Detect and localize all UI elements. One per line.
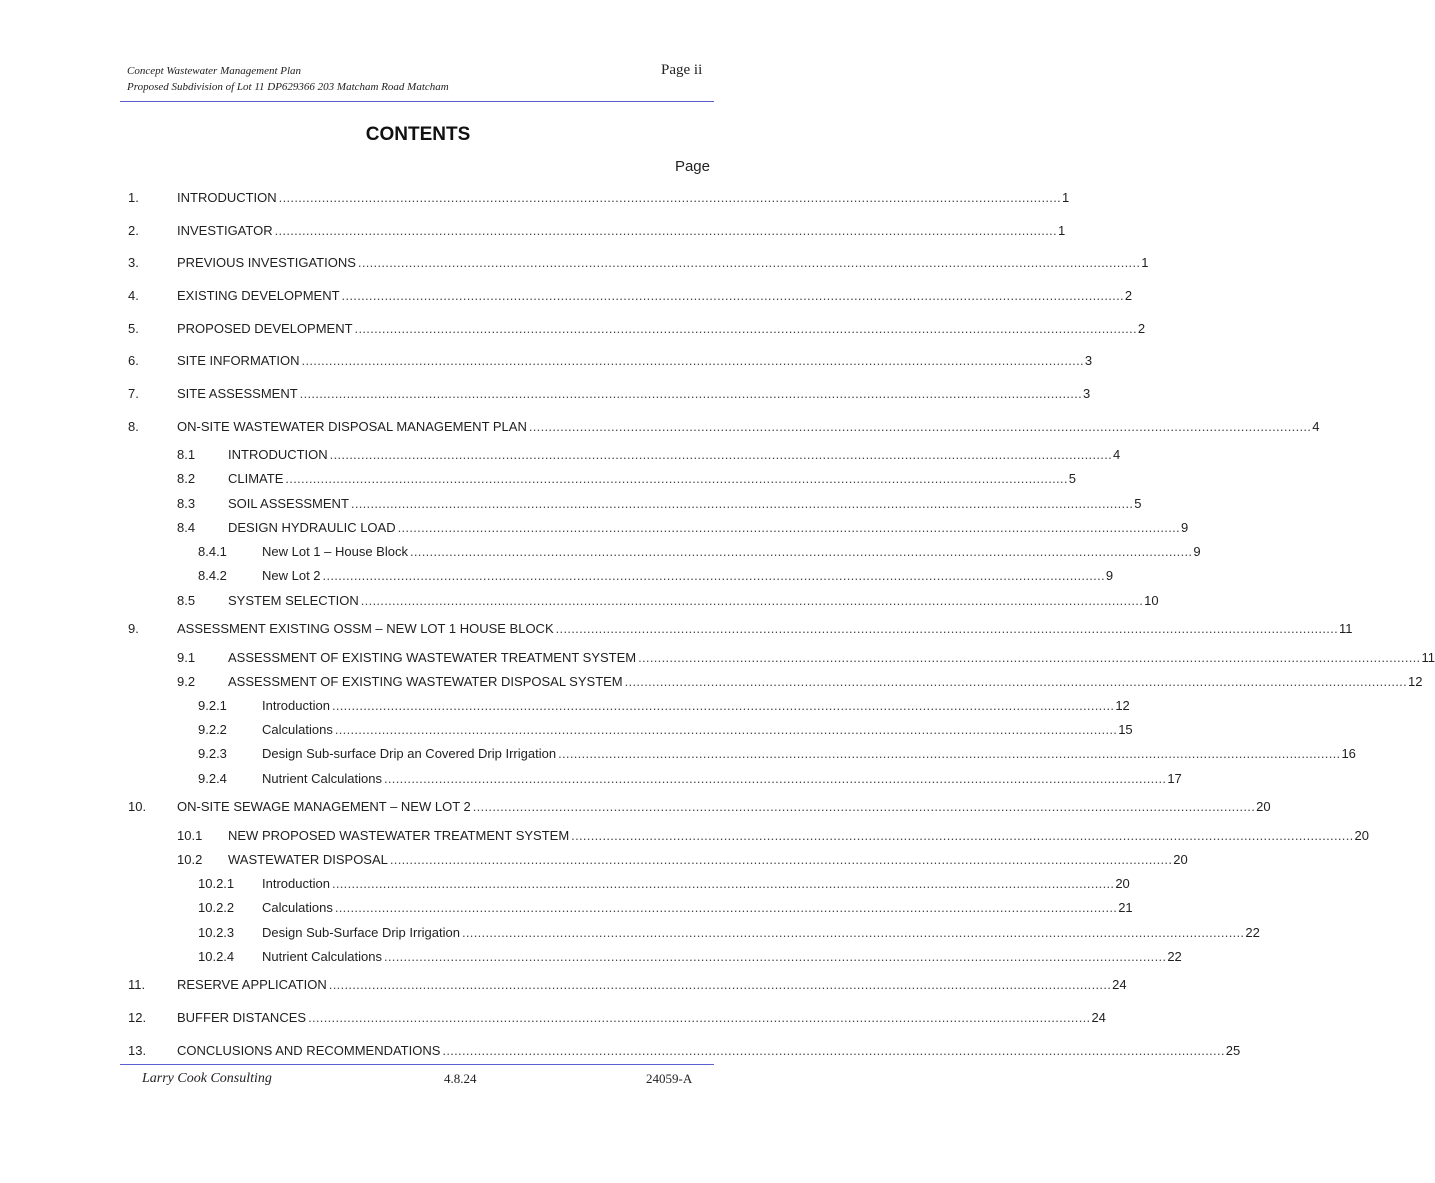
toc-entry-title: Calculations xyxy=(262,900,333,915)
toc-entry-title: CLIMATE xyxy=(228,471,284,486)
toc-entry xyxy=(128,223,1066,239)
toc-entry-number: 9.2.4 xyxy=(198,771,227,786)
toc-entry-page: 3 xyxy=(1083,386,1091,401)
toc-leader-dots: ........................................................................................................................................................................................................ xyxy=(472,799,1256,814)
toc-entry xyxy=(177,852,1188,868)
toc-entry-title: SITE INFORMATION xyxy=(177,353,300,368)
toc-entry-title: Nutrient Calculations xyxy=(262,949,382,964)
toc-entry-number: 9.2.2 xyxy=(198,722,227,737)
toc-entry xyxy=(198,544,1201,560)
toc-leader-dots: ........................................................................................................................................................................................................ xyxy=(322,568,1105,583)
toc-entry-page: 3 xyxy=(1084,353,1093,368)
toc-entry-number: 9.2 xyxy=(177,674,196,689)
toc-entry-title: CONCLUSIONS AND RECOMMENDATIONS xyxy=(177,1043,441,1058)
toc-entry-page: 11 xyxy=(1421,650,1435,665)
toc-entry xyxy=(128,977,1127,993)
toc-entry-number: 3. xyxy=(128,255,139,270)
toc-entry-page: 2 xyxy=(1124,288,1133,303)
toc-entry-number: 11. xyxy=(128,977,146,992)
toc-leader-dots: ........................................................................................................................................................................................................ xyxy=(299,386,1083,401)
toc-entry xyxy=(177,650,1435,666)
toc-entry-number: 2. xyxy=(128,223,139,238)
toc-entry-number: 8.5 xyxy=(177,593,196,608)
toc-leader-dots: ........................................................................................................................................................................................................ xyxy=(341,288,1124,303)
toc-entry xyxy=(198,568,1114,584)
toc-entry-title: Introduction xyxy=(262,698,330,713)
toc-entry-title: SOIL ASSESSMENT xyxy=(228,496,349,511)
toc-entry xyxy=(128,255,1149,271)
toc-entry-title: ASSESSMENT OF EXISTING WASTEWATER DISPOSAL SYSTEM xyxy=(228,674,623,689)
toc-entry xyxy=(177,593,1159,609)
toc-entry-number: 1. xyxy=(128,190,139,205)
toc-entry-number: 9. xyxy=(128,621,139,636)
toc-entry-page: 20 xyxy=(1256,799,1271,814)
toc-leader-dots: ........................................................................................................................................................................................................ xyxy=(442,1043,1225,1058)
toc-entry-number: 13. xyxy=(128,1043,147,1058)
toc-entry xyxy=(128,1010,1106,1026)
toc-entry xyxy=(177,828,1369,844)
toc-entry-title: ON-SITE SEWAGE MANAGEMENT – NEW LOT 2 xyxy=(177,799,471,814)
toc-entry xyxy=(198,949,1182,965)
toc-entry-number: 10.2.1 xyxy=(198,876,235,891)
toc-entry-page: 21 xyxy=(1118,900,1133,915)
toc-leader-dots: ........................................................................................................................................................................................................ xyxy=(360,593,1144,608)
toc-leader-dots: ........................................................................................................................................................................................................ xyxy=(389,852,1173,867)
toc-entry xyxy=(198,722,1133,738)
toc-leader-dots: ........................................................................................................................................................................................................ xyxy=(331,876,1115,891)
toc-entry-page: 10 xyxy=(1144,593,1159,608)
toc-leader-dots: ........................................................................................................................................................................................................ xyxy=(461,925,1245,940)
toc-leader-dots: ........................................................................................................................................................................................................ xyxy=(638,650,1421,665)
toc-entry-number: 8.2 xyxy=(177,471,196,486)
toc-entry-page: 20 xyxy=(1173,852,1188,867)
toc-entry-number: 4. xyxy=(128,288,139,303)
toc-entry-page: 4 xyxy=(1113,447,1121,462)
toc-entry-number: 8.4 xyxy=(177,520,196,535)
toc-entry-title: INTRODUCTION xyxy=(177,190,277,205)
toc-entry-number: 8.1 xyxy=(177,447,196,462)
toc-entry-number: 10.1 xyxy=(177,828,203,843)
header-document-subtitle: Proposed Subdivision of Lot 11 DP629366 203 Matcham Road Matcham xyxy=(127,81,449,93)
toc-entry-page: 5 xyxy=(1068,471,1076,486)
toc-entry-page: 5 xyxy=(1134,496,1142,511)
toc-entry-title: PROPOSED DEVELOPMENT xyxy=(177,321,353,336)
toc-leader-dots: ........................................................................................................................................................................................................ xyxy=(328,977,1112,992)
toc-entry xyxy=(198,771,1182,787)
page-column-label: Page xyxy=(674,158,710,175)
toc-entry-page: 22 xyxy=(1167,949,1182,964)
footer-rule xyxy=(120,1064,714,1065)
toc-entry xyxy=(128,386,1091,402)
toc-entry-title: DESIGN HYDRAULIC LOAD xyxy=(228,520,396,535)
toc-leader-dots: ........................................................................................................................................................................................................ xyxy=(357,255,1141,270)
toc-entry-number: 8.3 xyxy=(177,496,196,511)
toc-leader-dots: ........................................................................................................................................................................................................ xyxy=(350,496,1134,511)
toc-entry-number: 6. xyxy=(128,353,139,368)
page-title: CONTENTS xyxy=(365,124,471,145)
toc-entry-page: 9 xyxy=(1193,544,1201,559)
toc-entry-page: 25 xyxy=(1225,1043,1241,1058)
toc-leader-dots: ........................................................................................................................................................................................................ xyxy=(354,321,1137,336)
toc-entry-title: RESERVE APPLICATION xyxy=(177,977,327,992)
toc-entry xyxy=(128,1043,1241,1059)
toc-entry-number: 10.2.2 xyxy=(198,900,235,915)
toc-entry-title: SITE ASSESSMENT xyxy=(177,386,298,401)
toc-entry-title: EXISTING DEVELOPMENT xyxy=(177,288,340,303)
toc-leader-dots: ........................................................................................................................................................................................................ xyxy=(409,544,1193,559)
toc-entry xyxy=(177,471,1076,487)
toc-entry-page: 20 xyxy=(1354,828,1369,843)
toc-entry-title: Calculations xyxy=(262,722,333,737)
toc-entry xyxy=(128,321,1146,337)
toc-entry-number: 9.2.3 xyxy=(198,746,227,761)
toc-leader-dots: ........................................................................................................................................................................................................ xyxy=(528,419,1312,434)
toc-entry-page: 9 xyxy=(1180,520,1189,535)
toc-entry-title: New Lot 2 xyxy=(262,568,321,583)
toc-entry-number: 8. xyxy=(128,419,139,434)
toc-entry-page: 11 xyxy=(1339,621,1353,636)
toc-leader-dots: ........................................................................................................................................................................................................ xyxy=(571,828,1354,843)
toc-entry-page: 15 xyxy=(1118,722,1133,737)
toc-entry-page: 1 xyxy=(1057,223,1066,238)
toc-leader-dots: ........................................................................................................................................................................................................ xyxy=(301,353,1084,368)
toc-leader-dots: ........................................................................................................................................................................................................ xyxy=(285,471,1068,486)
toc-entry xyxy=(177,496,1142,512)
toc-leader-dots: ........................................................................................................................................................................................................ xyxy=(308,1010,1091,1025)
toc-leader-dots: ........................................................................................................................................................................................................ xyxy=(383,949,1167,964)
toc-entry-number: 10. xyxy=(128,799,147,814)
toc-entry-title: Introduction xyxy=(262,876,330,891)
toc-leader-dots: ........................................................................................................................................................................................................ xyxy=(397,520,1180,535)
toc-entry-number: 10.2 xyxy=(177,852,203,867)
toc-entry xyxy=(177,520,1189,536)
toc-entry xyxy=(198,746,1356,762)
footer-date: 4.8.24 xyxy=(444,1071,477,1086)
toc-entry-number: 10.2.3 xyxy=(198,925,235,940)
toc-entry xyxy=(198,698,1130,714)
toc-entry-page: 24 xyxy=(1112,977,1127,992)
toc-entry-number: 7. xyxy=(128,386,139,401)
toc-entry-page: 2 xyxy=(1137,321,1146,336)
toc-entry-page: 16 xyxy=(1341,746,1356,761)
toc-entry-title: BUFFER DISTANCES xyxy=(177,1010,307,1025)
toc-entry-title: ASSESSMENT OF EXISTING WASTEWATER TREATMENT SYSTEM xyxy=(228,650,637,665)
toc-entry xyxy=(128,621,1353,637)
toc-entry xyxy=(177,447,1121,463)
toc-leader-dots: ........................................................................................................................................................................................................ xyxy=(624,674,1408,689)
toc-leader-dots: ........................................................................................................................................................................................................ xyxy=(558,746,1341,761)
toc-entry-title: SYSTEM SELECTION xyxy=(228,593,359,608)
toc-leader-dots: ........................................................................................................................................................................................................ xyxy=(383,771,1167,786)
toc-entry xyxy=(128,799,1271,815)
toc-leader-dots: ........................................................................................................................................................................................................ xyxy=(334,722,1118,737)
toc-entry-title: Design Sub-Surface Drip Irrigation xyxy=(262,925,460,940)
toc-entry xyxy=(177,674,1423,690)
toc-entry-page: 20 xyxy=(1115,876,1130,891)
toc-entry-page: 1 xyxy=(1141,255,1149,270)
toc-entry-page: 22 xyxy=(1245,925,1260,940)
toc-entry-page: 1 xyxy=(1062,190,1070,205)
toc-leader-dots: ........................................................................................................................................................................................................ xyxy=(331,698,1115,713)
toc-entry-number: 8.4.1 xyxy=(198,544,227,559)
footer-company: Larry Cook Consulting xyxy=(142,1071,272,1086)
toc-entry xyxy=(128,353,1093,369)
toc-entry-number: 12. xyxy=(128,1010,147,1025)
toc-entry-title: INVESTIGATOR xyxy=(177,223,273,238)
toc-entry-page: 24 xyxy=(1091,1010,1106,1025)
toc-entry-page: 12 xyxy=(1408,674,1423,689)
toc-leader-dots: ........................................................................................................................................................................................................ xyxy=(278,190,1062,205)
toc-entry-title: ASSESSMENT EXISTING OSSM – NEW LOT 1 HOUSE BLOCK xyxy=(177,621,554,636)
toc-entry-page: 12 xyxy=(1115,698,1130,713)
toc-entry-title: PREVIOUS INVESTIGATIONS xyxy=(177,255,356,270)
toc-entry-number: 9.1 xyxy=(177,650,196,665)
toc-entry-title: Design Sub-surface Drip an Covered Drip Irrigation xyxy=(262,746,557,761)
toc-entry-page: 9 xyxy=(1105,568,1114,583)
toc-entry xyxy=(198,900,1133,916)
toc-entry-page: 4 xyxy=(1312,419,1320,434)
toc-entry-title: WASTEWATER DISPOSAL xyxy=(228,852,388,867)
toc-entry xyxy=(128,288,1133,304)
toc-entry xyxy=(128,419,1320,435)
toc-entry-page: 17 xyxy=(1167,771,1182,786)
toc-entry xyxy=(198,876,1130,892)
toc-entry-title: ON-SITE WASTEWATER DISPOSAL MANAGEMENT PLAN xyxy=(177,419,527,434)
toc-leader-dots: ........................................................................................................................................................................................................ xyxy=(555,621,1338,636)
toc-leader-dots: ........................................................................................................................................................................................................ xyxy=(329,447,1113,462)
toc-entry-number: 5. xyxy=(128,321,139,336)
toc-leader-dots: ........................................................................................................................................................................................................ xyxy=(334,900,1118,915)
toc-entry-title: New Lot 1 – House Block xyxy=(262,544,408,559)
header-document-title: Concept Wastewater Management Plan xyxy=(127,65,302,77)
toc-entry-number: 9.2.1 xyxy=(198,698,227,713)
toc-entry-number: 8.4.2 xyxy=(198,568,227,583)
toc-entry xyxy=(128,190,1070,206)
toc-entry-title: INTRODUCTION xyxy=(228,447,328,462)
header-rule xyxy=(120,101,714,102)
toc-leader-dots: ........................................................................................................................................................................................................ xyxy=(274,223,1057,238)
toc-entry-number: 10.2.4 xyxy=(198,949,235,964)
toc-entry-title: Nutrient Calculations xyxy=(262,771,382,786)
footer-reference: 24059-A xyxy=(646,1071,693,1086)
toc-entry xyxy=(198,925,1260,941)
header-page-number: Page ii xyxy=(661,62,703,78)
toc-entry-title: NEW PROPOSED WASTEWATER TREATMENT SYSTEM xyxy=(228,828,570,843)
